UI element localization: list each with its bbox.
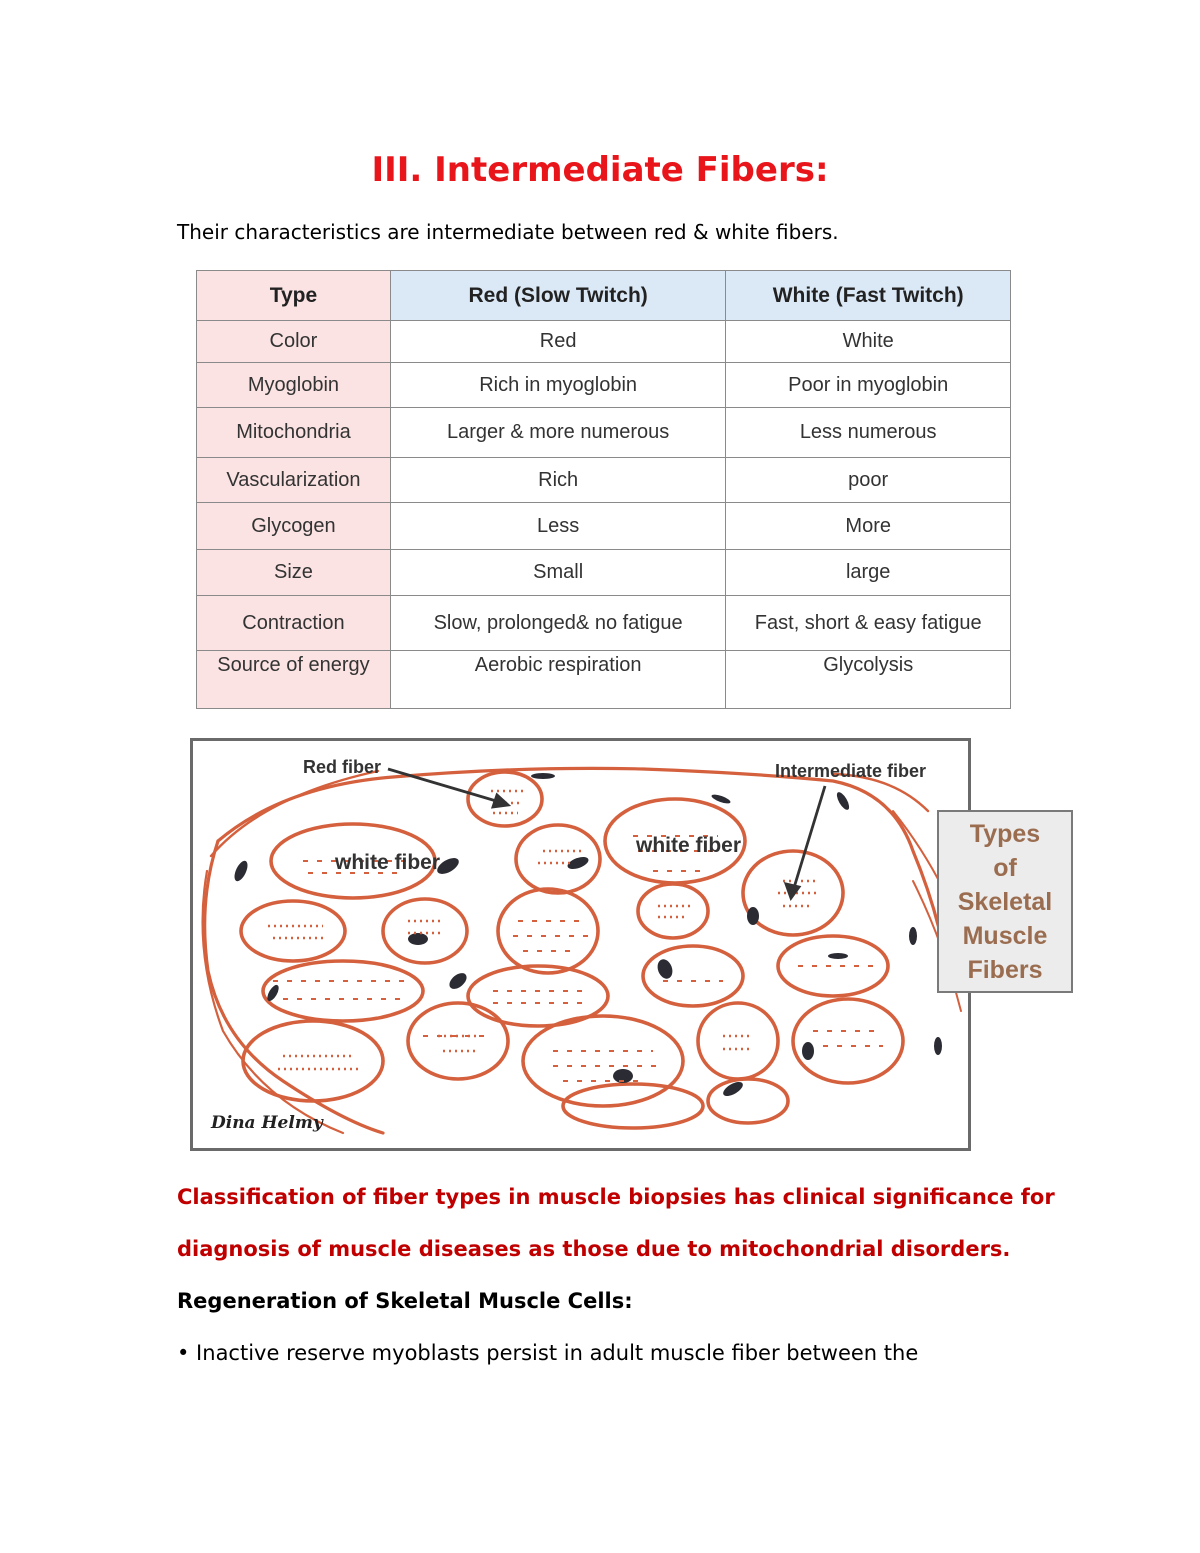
table-cell: Contraction: [197, 596, 391, 651]
table-row: [197, 458, 1011, 503]
table-cell: large: [726, 550, 1011, 596]
table-row: [197, 651, 1011, 709]
regeneration-heading: Regeneration of Skeletal Muscle Cells:: [177, 1289, 633, 1313]
table-cell: Color: [197, 321, 391, 363]
table-cell: White: [726, 321, 1011, 363]
table-cell: Rich: [390, 458, 726, 503]
table-cell: Rich in myoglobin: [390, 363, 726, 408]
table-cell: Mitochondria: [197, 408, 391, 458]
white-fiber-label: white fiber: [335, 851, 441, 874]
table-row: [197, 363, 1011, 408]
muscle-fiber-diagram: [190, 738, 971, 1151]
table-cell: Larger & more numerous: [390, 408, 726, 458]
fiber-comparison-table: [196, 270, 1011, 709]
table-cell: Glycolysis: [726, 651, 1011, 709]
clinical-significance-line-2: diagnosis of muscle diseases as those due to mitochondrial disorders.: [177, 1237, 1011, 1261]
table-header-row: [197, 271, 1011, 321]
table-cell: Glycogen: [197, 503, 391, 550]
table-cell: Fast, short & easy fatigue: [726, 596, 1011, 651]
section-heading: III. Intermediate Fibers:: [371, 150, 829, 190]
table-header-cell: White (Fast Twitch): [726, 271, 1011, 321]
table-cell: More: [726, 503, 1011, 550]
table-cell: Less: [390, 503, 726, 550]
intermediate-fiber-label: Intermediate fiber: [775, 761, 927, 781]
table-header-cell: Type: [197, 271, 391, 321]
table-row: [197, 408, 1011, 458]
table-cell: Source of energy: [197, 651, 391, 709]
table-cell: Poor in myoglobin: [726, 363, 1011, 408]
table-row: [197, 596, 1011, 651]
types-title-box: [937, 810, 1073, 993]
table-row: [197, 321, 1011, 363]
intro-text: Their characteristics are intermediate between red & white fibers.: [177, 220, 839, 244]
types-title: Types of Skeletal Muscle Fibers: [957, 819, 1053, 984]
table-row: [197, 550, 1011, 596]
signature: Dina Helmy: [211, 1113, 323, 1133]
red-fiber-label: Red fiber: [303, 757, 382, 777]
table-cell: Aerobic respiration: [390, 651, 726, 709]
clinical-significance-line-1: Classification of fiber types in muscle biopsies has clinical significance for: [177, 1185, 1055, 1209]
bullet-item: • Inactive reserve myoblasts persist in adult muscle fiber between the: [177, 1341, 919, 1365]
table-row: [197, 503, 1011, 550]
table-cell: Vascularization: [197, 458, 391, 503]
table-header-cell: Red (Slow Twitch): [390, 271, 726, 321]
table-cell: Less numerous: [726, 408, 1011, 458]
table-cell: Red: [390, 321, 726, 363]
fiber-illustration: [193, 741, 968, 1148]
table-cell: Small: [390, 550, 726, 596]
table-cell: Myoglobin: [197, 363, 391, 408]
white-fiber-label: white fiber: [636, 834, 742, 857]
table-cell: poor: [726, 458, 1011, 503]
table-cell: Size: [197, 550, 391, 596]
table-cell: Slow, prolonged& no fatigue: [390, 596, 726, 651]
